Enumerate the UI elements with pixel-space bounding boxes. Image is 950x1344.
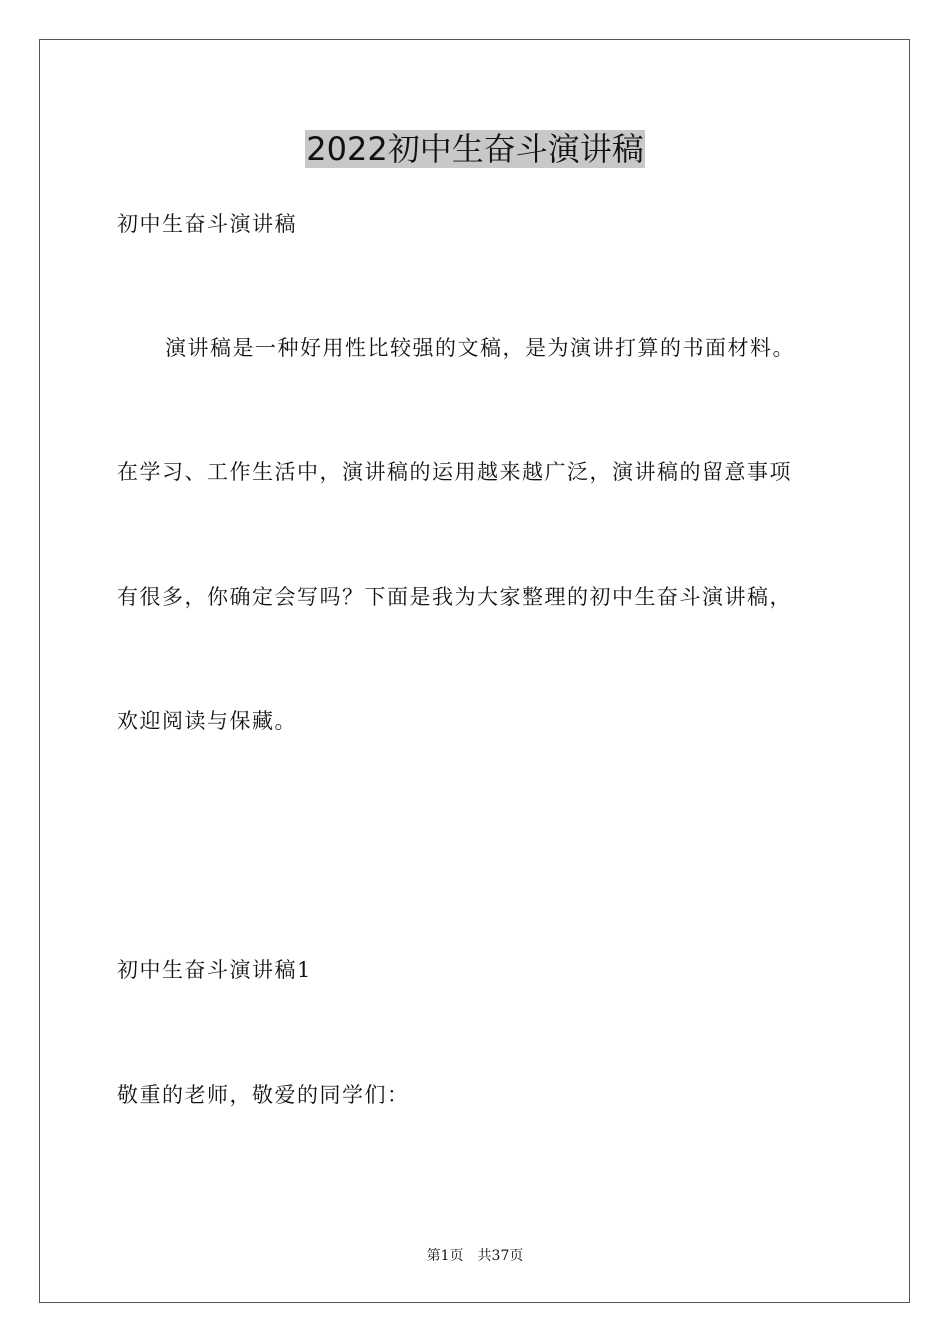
section-heading: 初中生奋斗演讲稿1 [117,958,312,982]
paragraph-line-3: 有很多，你确定会写吗？下面是我为大家整理的初中生奋斗演讲稿， [117,585,792,609]
document-title [0,127,950,171]
page-footer [0,1246,950,1266]
paragraph-line-1: 演讲稿是一种好用性比较强的文稿，是为演讲打算的书面材料。 [165,336,795,360]
paragraph-line-2: 在学习、工作生活中，演讲稿的运用越来越广泛，演讲稿的留意事项 [117,460,792,484]
paragraph-line-4: 欢迎阅读与保藏。 [117,709,297,733]
subtitle-line: 初中生奋斗演讲稿 [117,212,297,236]
page-total: 共37页 [477,1248,524,1264]
page-number: 第1页 [426,1248,464,1264]
document-title-text: 2022初中生奋斗演讲稿 [306,130,644,168]
salutation-line: 敬重的老师，敬爱的同学们： [117,1083,410,1107]
